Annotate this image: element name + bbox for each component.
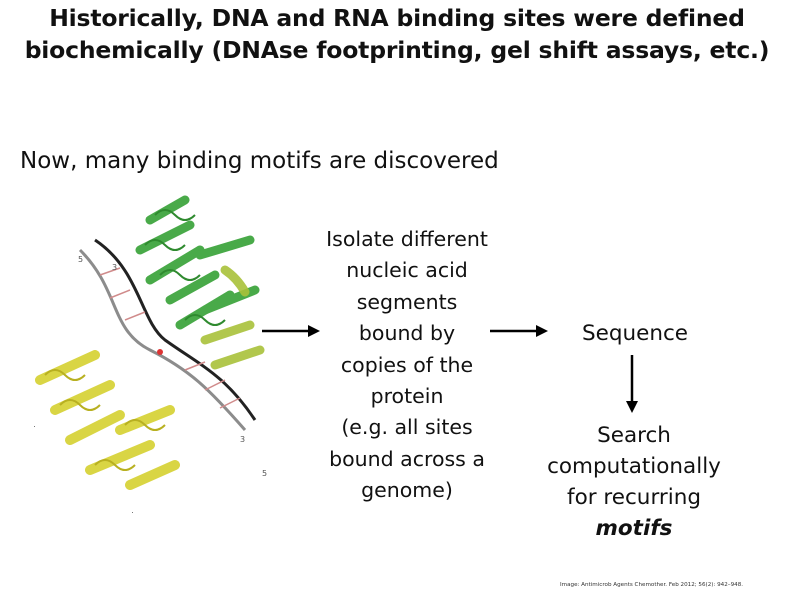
motifs-emphasis: motifs [595, 516, 673, 541]
isolate-line: segments [356, 289, 458, 314]
svg-text:3: 3 [112, 263, 118, 272]
isolate-line: bound by [358, 321, 456, 346]
isolate-line: Isolate different [326, 227, 488, 251]
isolate-line: copies of the [340, 352, 474, 377]
slide-title [0, 2, 794, 66]
search-line: Search [597, 423, 671, 448]
isolate-line: genome) [361, 478, 453, 503]
speck [34, 426, 35, 427]
isolate-line: nucleic acid [346, 258, 468, 283]
isolate-line: protein [370, 384, 444, 409]
title-line-1: Historically, DNA and RNA binding sites were defined [49, 4, 745, 32]
speck [132, 512, 133, 513]
svg-text:5: 5 [262, 469, 268, 478]
search-line: for recurring [567, 485, 701, 510]
protein-dna-complex-image [0, 180, 280, 520]
search-line: computationally [547, 454, 721, 479]
title-line-2: biochemically (DNAse footprinting, gel shift assays, etc.) [24, 36, 770, 64]
down-arrow-icon [624, 353, 640, 415]
search-text [530, 420, 738, 544]
svg-text:3: 3 [240, 435, 246, 444]
image-credit: Image: Antimicrob Agents Chemother. Feb 2012; 56(2): 942–948. [560, 582, 744, 588]
isolate-line: (e.g. all sites [341, 415, 473, 440]
subtitle-line-1: Now, many binding motifs are discovered [20, 148, 499, 174]
isolate-text [300, 224, 514, 507]
right-arrow-icon [488, 323, 550, 339]
isolate-line: bound across a [329, 446, 485, 471]
sequence-label: Sequence [581, 321, 689, 346]
svg-text:5: 5 [78, 255, 84, 264]
